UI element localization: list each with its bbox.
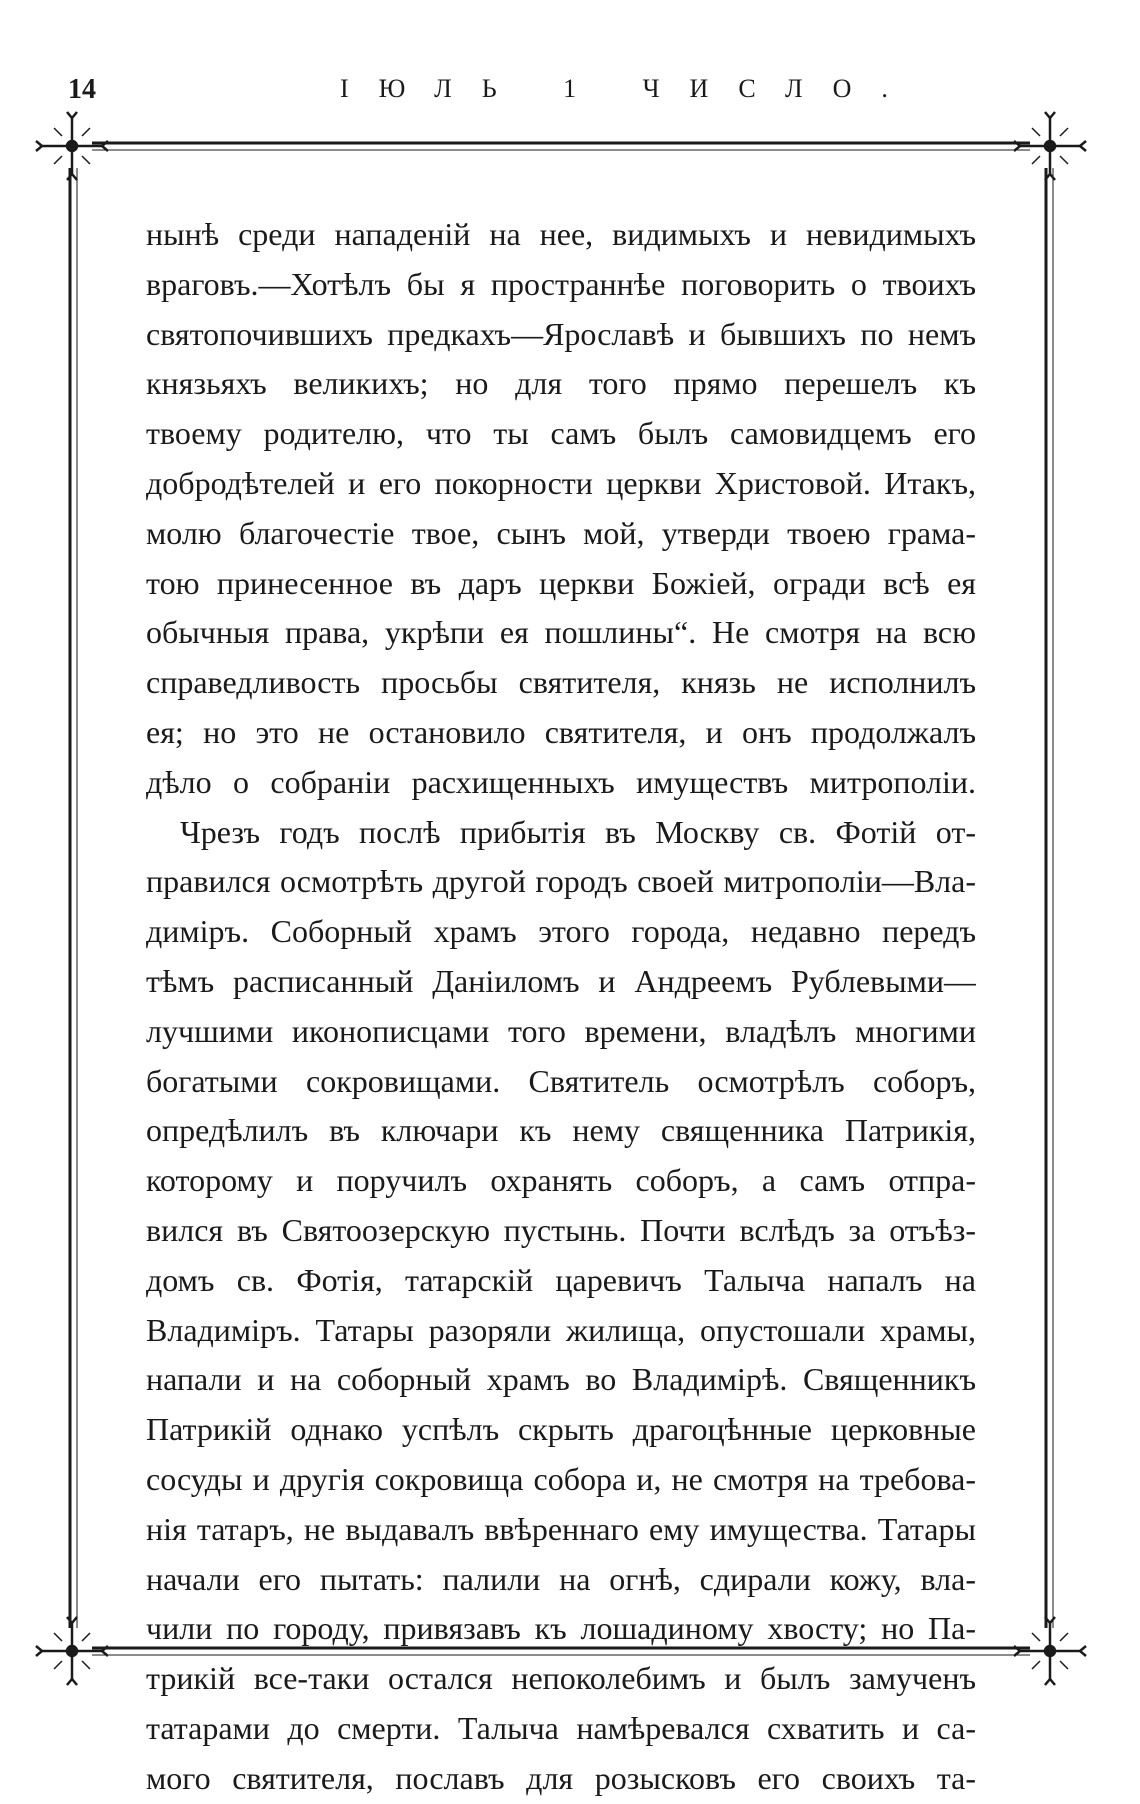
- body-text: [146, 210, 976, 1804]
- paragraph-start-line: Чрезъ годъ послѣ прибытія въ Москву св. Фотій от-: [180, 813, 976, 850]
- text-line: диміръ. Соборный храмъ этого города, недавно передъ: [146, 913, 976, 950]
- text-line: добродѣтелей и его покорности церкви Христовой. Итакъ,: [146, 464, 976, 501]
- text-line: нія татаръ, не выдавалъ ввѣреннаго ему имущества. Татары: [146, 1510, 976, 1547]
- text-line: князьяхъ великихъ; но для того прямо перешелъ къ: [146, 365, 976, 402]
- text-line: напали и на соборный храмъ во Владимірѣ. Священникъ: [146, 1361, 976, 1398]
- text-line: тѣмъ расписанный Даніиломъ и Андреемъ Рублевыми—: [146, 962, 976, 999]
- text-line: чили по городу, привязавъ къ лошадиному хвосту; но Па-: [146, 1610, 976, 1647]
- text-line: тою принесенное въ даръ церкви Божіей, огради всѣ ея: [146, 564, 976, 601]
- running-title: ІЮЛЬ 1 ЧИСЛО.: [340, 74, 918, 103]
- text-line: которому и поручилъ охранять соборъ, а самъ отпра-: [146, 1162, 976, 1199]
- text-line: домъ св. Фотія, татарскій царевичъ Талыча напалъ на: [146, 1261, 976, 1298]
- text-line: твоему родителю, что ты самъ былъ самовидцемъ его: [146, 415, 976, 452]
- text-line: святопочившихъ предкахъ—Ярославѣ и бывшихъ по немъ: [146, 315, 976, 352]
- corner-ornament-top-left-icon: [36, 112, 108, 180]
- text-line: сосуды и другія сокровища собора и, не смотря на требова-: [146, 1460, 976, 1497]
- text-line: мого святителя, пославъ для розысковъ его своихъ та-: [146, 1759, 976, 1796]
- text-line: трикій все-таки остался непоколебимъ и былъ замученъ: [146, 1660, 976, 1697]
- text-line: татарами до смерти. Талыча намѣревался схватить и са-: [146, 1709, 976, 1746]
- corner-ornament-top-right-icon: [1014, 112, 1086, 180]
- text-line: Владиміръ. Татары разоряли жилища, опустошали храмы,: [146, 1311, 976, 1348]
- text-line: Патрикій однако успѣлъ скрыть драгоцѣнные церковные: [146, 1411, 976, 1448]
- text-line: правился осмотрѣть другой городъ своей митрополіи—Вла-: [146, 863, 976, 900]
- text-line: нынѣ среди нападеній на нее, видимыхъ и невидимыхъ: [146, 216, 976, 252]
- text-line: ея; но это не остановило святителя, и онъ продолжалъ: [146, 713, 976, 750]
- text-line: обычныя права, укрѣпи ея пошлины“. Не смотря на всю: [146, 614, 976, 651]
- text-line: враговъ.—Хотѣлъ бы я пространнѣе поговорить о твоихъ: [146, 265, 976, 302]
- text-line: молю благочестіе твое, сынъ мой, утверди твоею грама-: [146, 514, 976, 551]
- text-line: опредѣлилъ въ ключари къ нему священника Патрикія,: [146, 1112, 976, 1149]
- corner-ornament-bottom-left-icon: [36, 1617, 108, 1685]
- text-line: справедливость просьбы святителя, князь не исполнилъ: [146, 664, 976, 701]
- corner-ornament-bottom-right-icon: [1014, 1617, 1086, 1685]
- text-line: богатыми сокровищами. Святитель осмотрѣлъ соборъ,: [146, 1062, 976, 1099]
- text-line: лучшими иконописцами того времени, владѣлъ многими: [146, 1012, 976, 1049]
- text-line: дѣло о собраніи расхищенныхъ имуществъ митрополіи.: [146, 763, 976, 800]
- text-line: вился въ Святоозерскую пустынь. Почти вслѣдъ за отъѣз-: [146, 1211, 976, 1248]
- page-number: 14: [68, 74, 96, 105]
- text-line: начали его пытать: палили на огнѣ, сдирали кожу, вла-: [146, 1560, 976, 1597]
